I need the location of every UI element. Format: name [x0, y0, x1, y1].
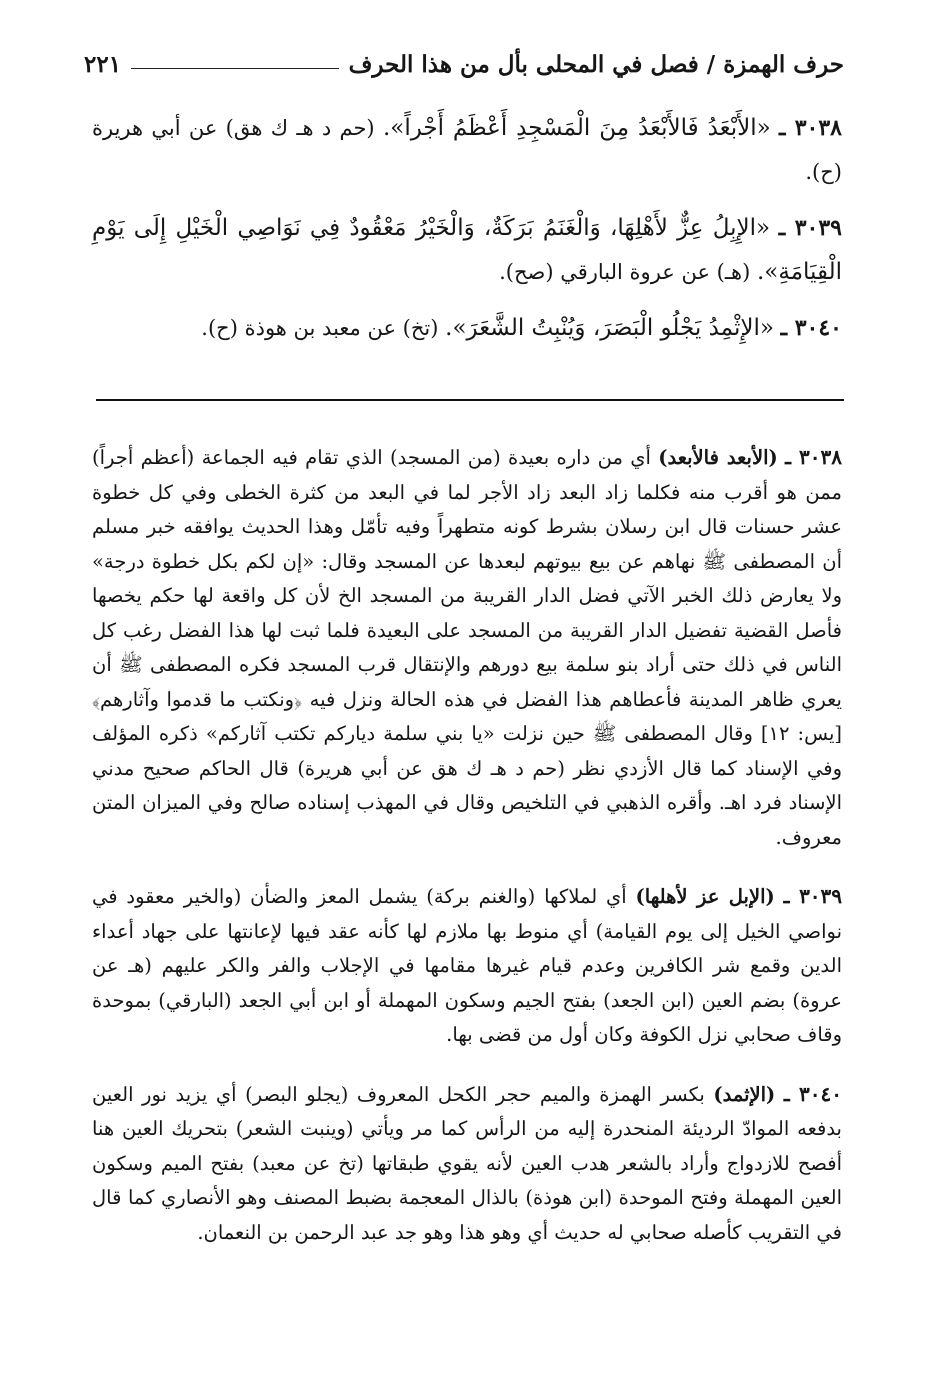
hadith-number: ٣٠٤٠ ـ: [780, 315, 842, 341]
hadith-section: [92, 106, 842, 362]
hadith-text: «الأَبْعَدُ فَالأَبْعَدُ مِنَ الْمَسْجِدِ أَعْظَمُ أَجْراً».: [382, 115, 771, 141]
commentary-number: ٣٠٤٠ ـ: [783, 1081, 842, 1106]
hadith-number: ٣٠٣٩ ـ: [778, 215, 842, 241]
running-header: [84, 44, 844, 84]
header-rule: [131, 68, 339, 69]
commentary-number: ٣٠٣٩ ـ: [783, 884, 843, 908]
commentary-text: أي لملاكها (والغنم بركة) يشمل المعز والضأن (والخير معقود في نواصي الخيل إلى يوم القيامة) أي منوط بها ملازم لها كأنه عقد فيها لإعانتها على جهاد أعداء الدين وقمع شر الكافرين وعدم قيام غيرها مقامها في الإجلاب والفر والكر عليهم (هـ عن عروة) بضم العين (ابن الجعد) بفتح الجيم وسكون المهملة أو ابن أبي الجعد (البارقي) بموحدة وقاف صحابي نزل الكوفة وكان أول من قضى بها.: [92, 885, 842, 1046]
hadith-source: (هـ) عن عروة البارقي (صح).: [499, 260, 751, 284]
commentary-lemma: (الإبل عز لأهلها): [635, 885, 775, 908]
hadith-3040: [92, 306, 842, 350]
commentary-text: أي من داره بعيدة (من المسجد) الذي تقام فيه الجماعة (أعظم أجراً) ممن هو أقرب منه فكلما زاد البعد زاد الأجر لما في البعد من كثرة الخطى وفي كل خطوة عشر حسنات قال ابن رسلان بشرط كونه متطهراً وفيه تأمّل وهذا الحديث يوافقه خبر مسلم أن المصطفى ﷺ نهاهم عن بيع بيوتهم لبعدها عن المسجد وقال: «إن لكم بكل خطوة درجة» ولا يعارض ذلك الخبر الآتي فضل الدار القريبة من المسجد الخ لأن كل واقعة لها حكم يخصها فأصل القضية تفضيل الدار القريبة من المسجد على البعيدة فلما ثبت لها هذا الفضل رغب كل الناس في ذلك حتى أراد بنو سلمة بيع دورهم والإنتقال قرب المسجد فكره المصطفى ﷺ أن يعري ظاهر المدينة فأعطاهم هذا الفضل في هذه الحالة ونزل فيه ﴿ونكتب ما قدموا وآثارهم﴾ [يس: ١٢] وقال المصطفى ﷺ حين نزلت «يا بني سلمة دياركم تكتب آثاركم» ذكره المؤلف وفي الإسناد كما قال الأزدي نظر (حم د هـ ك هق عن أبي هريرة) قال الحاكم صحيح مدني الإسناد فرد اهـ. وأقره الذهبي في التلخيص وقال في المهذب إسناده صالح وفي الميزان المتن معروف.: [92, 446, 842, 849]
commentary-text: بكسر الهمزة والميم حجر الكحل المعروف (يجلو البصر) أي يزيد نور العين بدفعه الموادّ الرديئة المنحدرة إليه من الرأس كما مر ويأتي (وينبت الشعر) بتحريك العين هنا أفصح للازدواج وأراد بالشعر هدب العين لأنه يقوي طبقاتها (تخ عن معبد) بفتح الميم وسكون العين المهملة وفتح الموحدة (ابن هوذة) بالذال المعجمة بضبط المصنف وهو الأنصاري كما قال في التقريب كأصله صحابي له حديث أي وهو هذا وهو جد عبد الرحمن بن النعمان.: [92, 1082, 842, 1244]
header-title: حرف الهمزة / فصل في المحلى بأل من هذا الحرف: [348, 50, 844, 78]
hadith-number: ٣٠٣٨ ـ: [779, 115, 842, 141]
hadith-3039: [92, 206, 842, 294]
section-divider: [96, 399, 844, 401]
hadith-text: «الإِبِلُ عِزٌّ لأَهْلِهَا، وَالْغَنَمُ بَرَكَةٌ، وَالْخَيْرُ مَعْقُودٌ فِي نَوَاصِي الْخَيْلِ إِلَى يَوْمِ الْقِيَامَةِ».: [92, 215, 842, 285]
commentary-3039: [92, 879, 842, 1053]
page-number: ٢٢١: [84, 50, 122, 78]
commentary-lemma: (الأبعد فالأبعد): [658, 446, 778, 469]
hadith-source: (حم د هـ ك هق) عن أبي هريرة (ح).: [92, 116, 842, 184]
commentary-3040: [92, 1077, 842, 1251]
commentary-lemma: (الإثمد): [713, 1082, 776, 1106]
commentary-section: [92, 440, 842, 1274]
hadith-3038: [92, 106, 842, 194]
commentary-3038: [92, 440, 842, 855]
hadith-text: «الإِثْمِدُ يَجْلُو الْبَصَرَ، وَيُنْبِتُ الشَّعَرَ».: [445, 315, 774, 341]
commentary-number: ٣٠٣٨ ـ: [785, 445, 842, 469]
hadith-source: (تخ) عن معبد بن هوذة (ح).: [201, 316, 439, 340]
